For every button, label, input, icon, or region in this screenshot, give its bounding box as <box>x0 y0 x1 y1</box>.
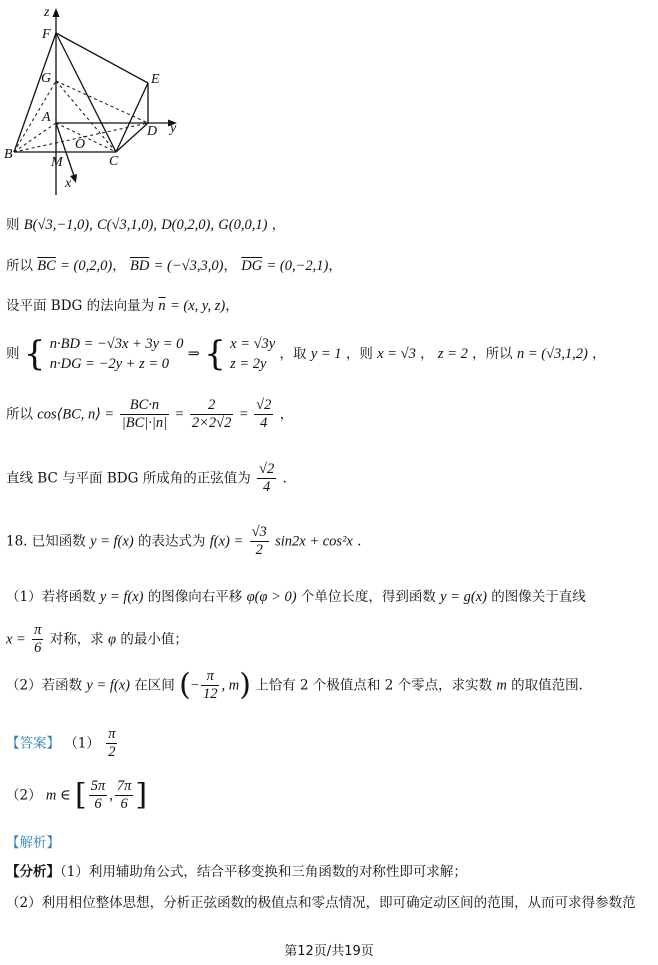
system-line: 则 { n·BD = −√3x + 3y = 0 n·DG = −2y + z = 0 ⇒ { x = √3y z = 2y ，取 y = 1 ，则 x = √3 ， z = 2 ，所以 n = (√3,1,2) ， <box>6 334 606 374</box>
page-footer: 第12页/共19页 <box>284 944 374 959</box>
analysis-line-2: （2）利用相位整体思想，分析正弦函数的极值点和零点情况，即可确定动区间的范围，从而可求得参数范 <box>6 895 636 911</box>
eq-2: n·DG = −2y + z = 0 <box>49 356 170 372</box>
label-B: B <box>4 147 13 162</box>
point-D: D(0,2,0) <box>161 217 211 233</box>
normal-line: 设平面 BDG 的法向量为 $\overline{n} = (x$, y, z)， <box>6 298 239 314</box>
answer-label: 【答案】 <box>6 735 60 752</box>
part-2-line: （2）若函数 y = f(x) 在区间 (− $\frac{\pi}{12}$ , m) 上恰有 2 个极值点和 2 个零点，求实数 m 的取值范围. <box>6 667 583 703</box>
label-O: O <box>75 137 86 152</box>
label-C: C <box>109 154 119 169</box>
cos-line: 所以 cos⟨BC, n⟩ = $\frac{BC\cdot n}{|BC|\cdot|n|}$ = $\frac{2}{2\times 2√2}$ = $\frac{√2}{4}$ ， <box>6 397 294 431</box>
analysis-label: 【解析】 <box>6 835 60 851</box>
part-1-line-2: x = $\frac{\pi}{6}$ 对称，求 φ 的最小值； <box>6 622 188 656</box>
point-B: B(√3,−1,0) <box>23 217 90 233</box>
analysis-fenxi: 【分析】（1）利用辅助角公式，结合平移变换和三角函数的对称性即可求解； <box>6 864 467 880</box>
res-1: x = √3y <box>230 336 276 352</box>
point-C: C(√3,1,0) <box>96 217 154 233</box>
label-F: F <box>42 27 51 42</box>
point-G: G(0,0,1) <box>218 217 268 233</box>
label-x: x <box>65 176 72 191</box>
vector-DG: = (0,−2,1) <box>266 258 329 274</box>
label-y: y <box>170 121 177 136</box>
coords-line: 则 B(√3,−1,0), C(√3,1,0), D(0,2,0), G(0,0,1) ， <box>6 217 286 233</box>
part-1-line-1: （1）若将函数 y = f(x) 的图像向右平移 φ(φ > 0) 个单位长度，得到函数 y = g(x) 的图像关于直线 <box>6 589 586 605</box>
question-18-stem: 18. 已知函数 y = f(x) 的表达式为 f(x) = $\frac{√3}{2}$ sin2x + cos²x . <box>6 524 362 558</box>
res-2: z = 2y <box>230 356 267 372</box>
label-D: D <box>147 124 158 139</box>
vector-BD: = (−√3,3,0) <box>153 258 224 274</box>
vectors-line: 所以 $\overline{BC} = (0,2,0)$， $\overline{BD} = (-√3,3,0)$， $\overline{DG} = (0,-2,1)$， <box>6 258 342 274</box>
conclusion-line: 直线 BC 与平面 BDG 所成角的正弦值为 $\frac{√2}{4}$ . <box>6 461 287 495</box>
label-M: M <box>51 155 63 170</box>
label-E: E <box>151 72 160 87</box>
answer-2: （2） m ∈ [ $\frac{5\pi}{6}$ , $\frac{7\pi}{6}$ ] <box>6 777 148 813</box>
eq-1: n·BD = −√3x + 3y = 0 <box>49 336 184 352</box>
label-G: G <box>41 71 52 86</box>
answer-1: 【答案】 （1） $\frac{\pi}{2}$ <box>6 726 116 760</box>
vector-BC: = (0,2,0) <box>60 258 113 274</box>
geometry-figure <box>0 0 200 195</box>
label-z: z <box>44 5 50 20</box>
label-A: A <box>42 110 51 125</box>
